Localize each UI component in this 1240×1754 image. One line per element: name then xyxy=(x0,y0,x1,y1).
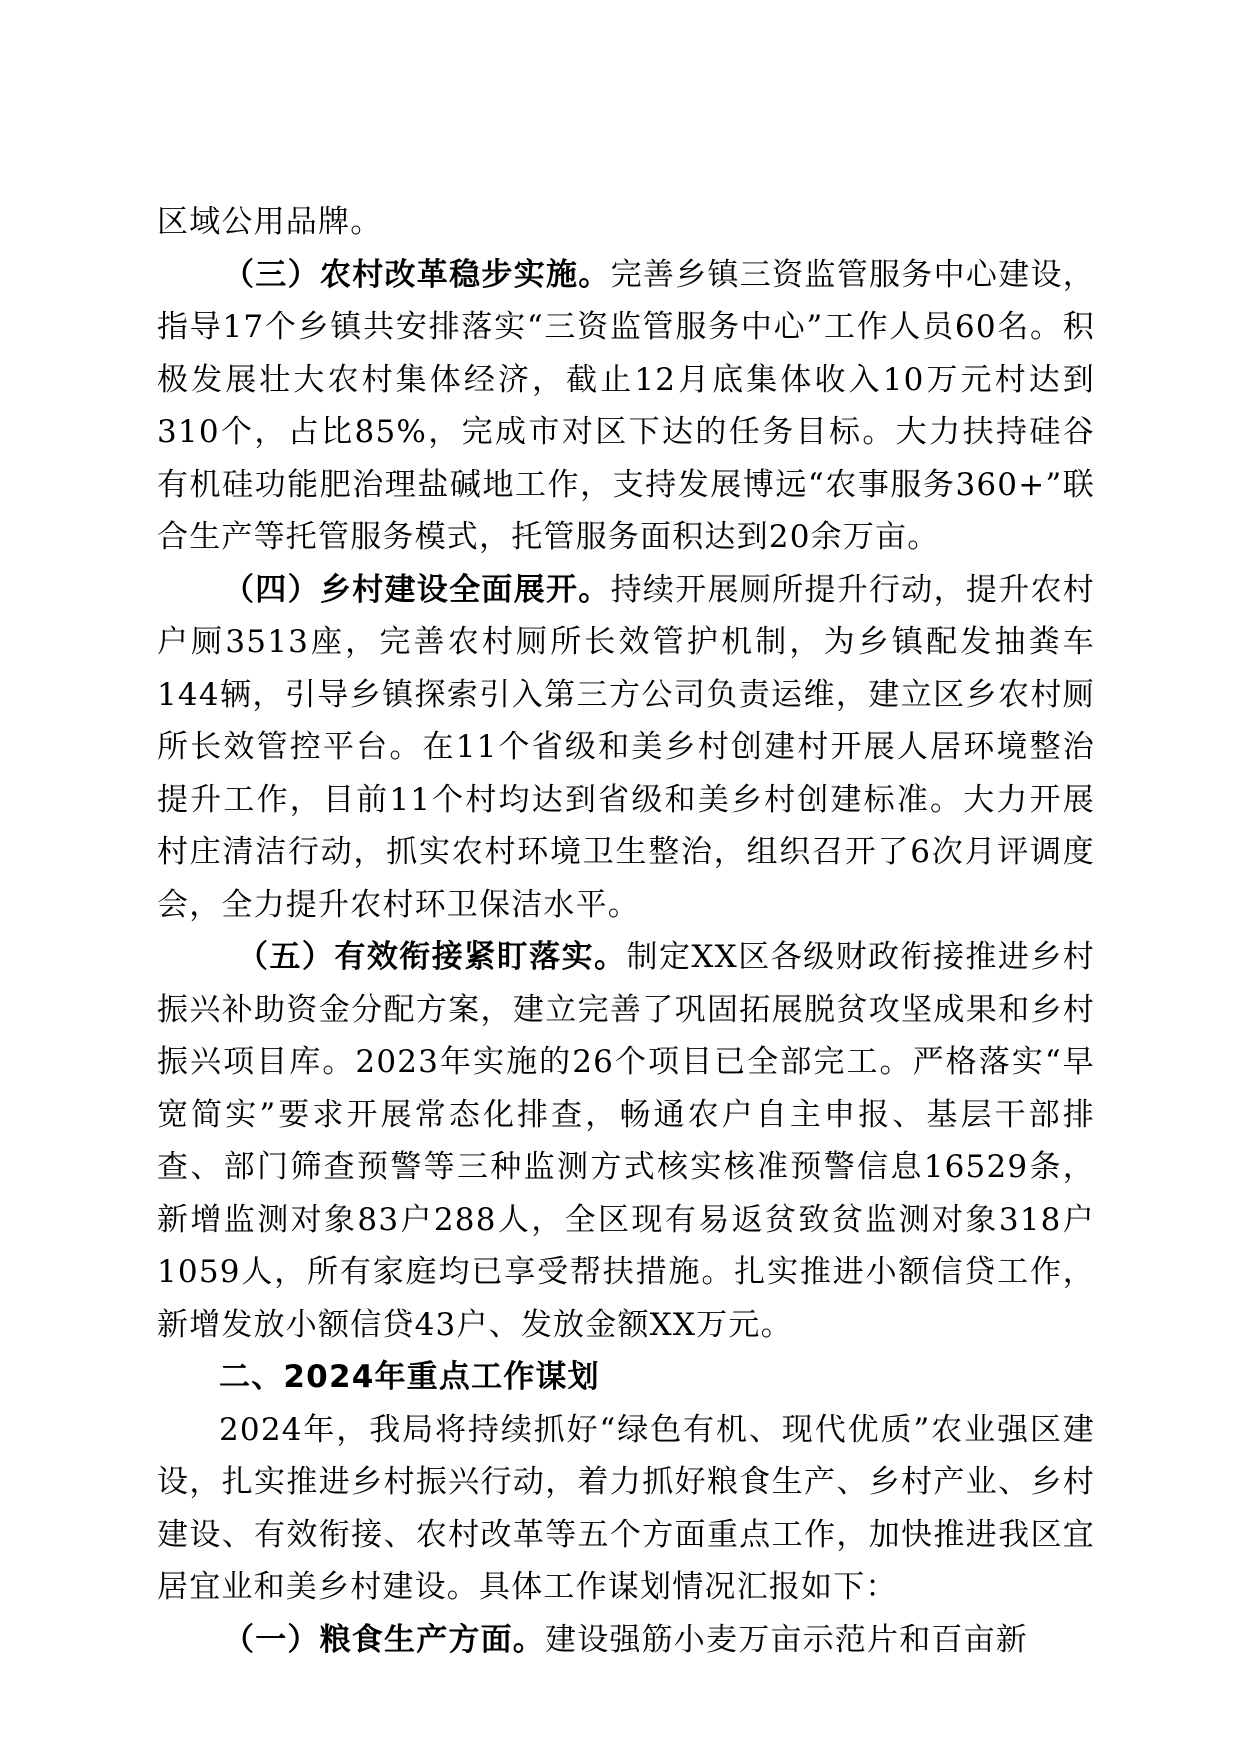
paragraph-intro xyxy=(157,1404,1095,1614)
paragraph-text: 建设强筋小麦万亩示范片和百亩新 xyxy=(545,1621,1028,1658)
paragraph-text: 制定XX区各级财政衔接推进乡村振兴补助资金分配方案，建立完善了巩固拓展脱贫攻坚成果和乡村振兴项目库。2023年实施的26个项目已全部完工。严格落实“早宽简实”要求开展常态化排查，畅通农户自主申报、基层干部排查、部门筛查预警等三种监测方式核实核准预警信息16529条，新增监测对象83户288人，全区现有易返贫致贫监测对象318户1059人，所有家庭均已享受帮扶措施。扎实推进小额信贷工作，新增发放小额信贷43户、发放金额XX万元。 xyxy=(157,939,1095,1343)
paragraph-heading: （一）粮食生产方面。 xyxy=(223,1621,545,1658)
paragraph-text: 持续开展厕所提升行动，提升农村户厕3513座，完善农村厕所长效管护机制，为乡镇配发抽粪车144辆，引导乡镇探索引入第三方公司负责运维，建立区乡农村厕所长效管控平台。在11个省级和美乡村创建村开展人居环境整治提升工作，目前11个村均达到省级和美乡村创建标准。大力开展村庄清洁行动，抓实农村环境卫生整治，组织召开了6次月评调度会，全力提升农村环卫保洁水平。 xyxy=(157,571,1096,923)
paragraph-continuation xyxy=(157,196,1095,249)
document-body xyxy=(157,196,1095,1666)
section-heading: 二、2024年重点工作谋划 xyxy=(219,1359,600,1395)
paragraph-heading: （四）乡村建设全面展开。 xyxy=(223,571,611,608)
paragraph-effective-linkage xyxy=(157,931,1095,1351)
paragraph-rural-construction xyxy=(157,564,1095,932)
paragraph-rural-reform xyxy=(157,249,1095,564)
paragraph-text: 2024年，我局将持续抓好“绿色有机、现代优质”农业强区建设，扎实推进乡村振兴行动，着力抓好粮食生产、乡村产业、乡村建设、有效衔接、农村改革等五个方面重点工作，加快推进我区宜居宜业和美乡村建设。具体工作谋划情况汇报如下： xyxy=(157,1411,1095,1605)
paragraph-heading: （五）有效衔接紧盯落实。 xyxy=(237,939,627,975)
paragraph-heading: （三）农村改革稳步实施。 xyxy=(223,256,611,293)
paragraph-grain-production xyxy=(157,1614,1095,1667)
paragraph-text: 区域公用品牌。 xyxy=(157,204,383,240)
paragraph-text: 完善乡镇三资监管服务中心建设，指导17个乡镇共安排落实“三资监管服务中心”工作人员60名。积极发展壮大农村集体经济，截止12月底集体收入10万元村达到310个，占比85%，完成市对区下达的任务目标。大力扶持硅谷有机硅功能肥治理盐碱地工作，支持发展博远“农事服务360+”联合生产等托管服务模式，托管服务面积达到20余万亩。 xyxy=(157,256,1096,555)
